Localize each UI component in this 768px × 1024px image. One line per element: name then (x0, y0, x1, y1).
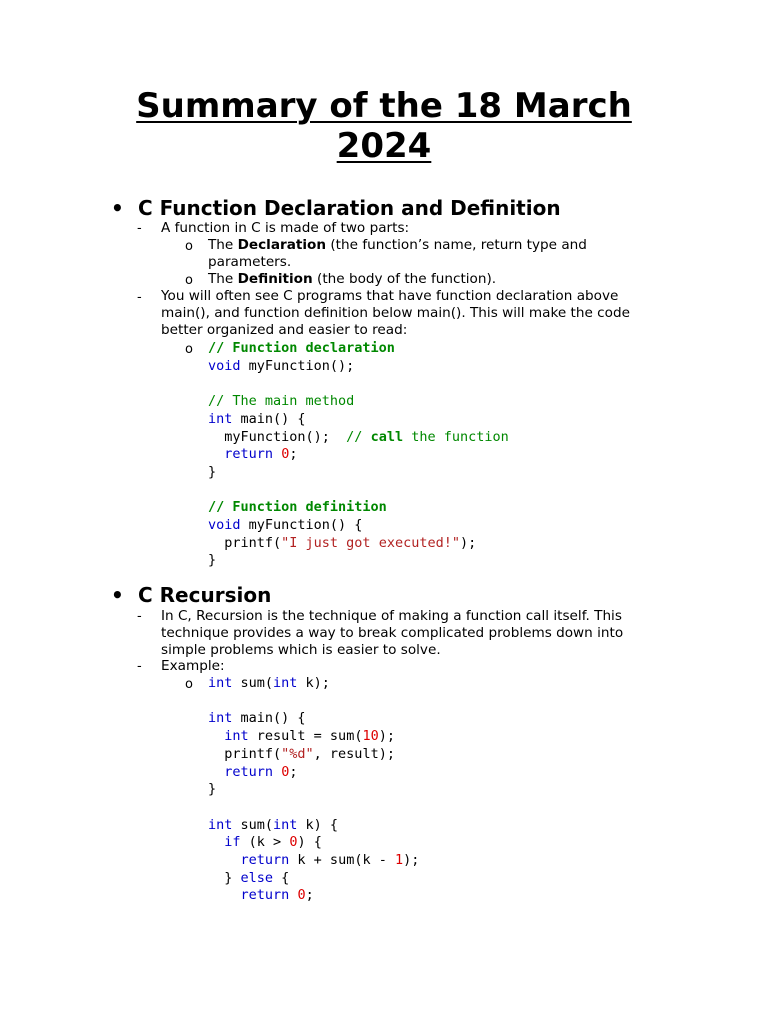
recursion-intro: In C, Recursion is the technique of making a function call itself. This technique provides a way to break complicated problems down into simple problems which is easier to solve. (161, 608, 624, 658)
definition-term: Definition (237, 271, 313, 287)
code-block-function: // Function declaration void myFunction(); // The main method int main() { myFunction(); // call the function return 0; } // Function definition void myFunction() { printf("I just got executed!"); } (208, 340, 509, 569)
definition-item: The Definition (the body of the function). (208, 271, 497, 287)
declaration-item: The Declaration (the function’s name, return type and parameters. (208, 237, 587, 270)
bullet: • (111, 196, 124, 220)
heading-text: C Recursion (138, 583, 272, 607)
heading-text: C Function Declaration and Definition (138, 196, 561, 220)
code-block-recursion: int sum(int k); int main() { int result = sum(10); printf("%d", result); return 0; } int sum(int k) { if (k > 0) { return k + sum(k - 1); } else { return 0; (208, 675, 420, 904)
sub-bullet: o (185, 273, 193, 288)
dash-bullet: - (137, 659, 142, 674)
sub-bullet: o (185, 677, 193, 692)
declaration-term: Declaration (237, 237, 327, 253)
dash-bullet: - (137, 221, 142, 236)
page-title: Summary of the 18 March 2024 (136, 86, 632, 166)
dash-bullet: - (137, 290, 142, 305)
sub-bullet: o (185, 342, 193, 357)
bullet: • (111, 583, 124, 607)
functions-note: You will often see C programs that have function declaration above main(), and function definition below main(). This will make the code better organized and easier to read: (161, 288, 630, 338)
functions-intro: A function in C is made of two parts: (161, 220, 410, 236)
example-label: Example: (161, 658, 225, 674)
sub-bullet: o (185, 239, 193, 254)
dash-bullet: - (137, 609, 142, 624)
